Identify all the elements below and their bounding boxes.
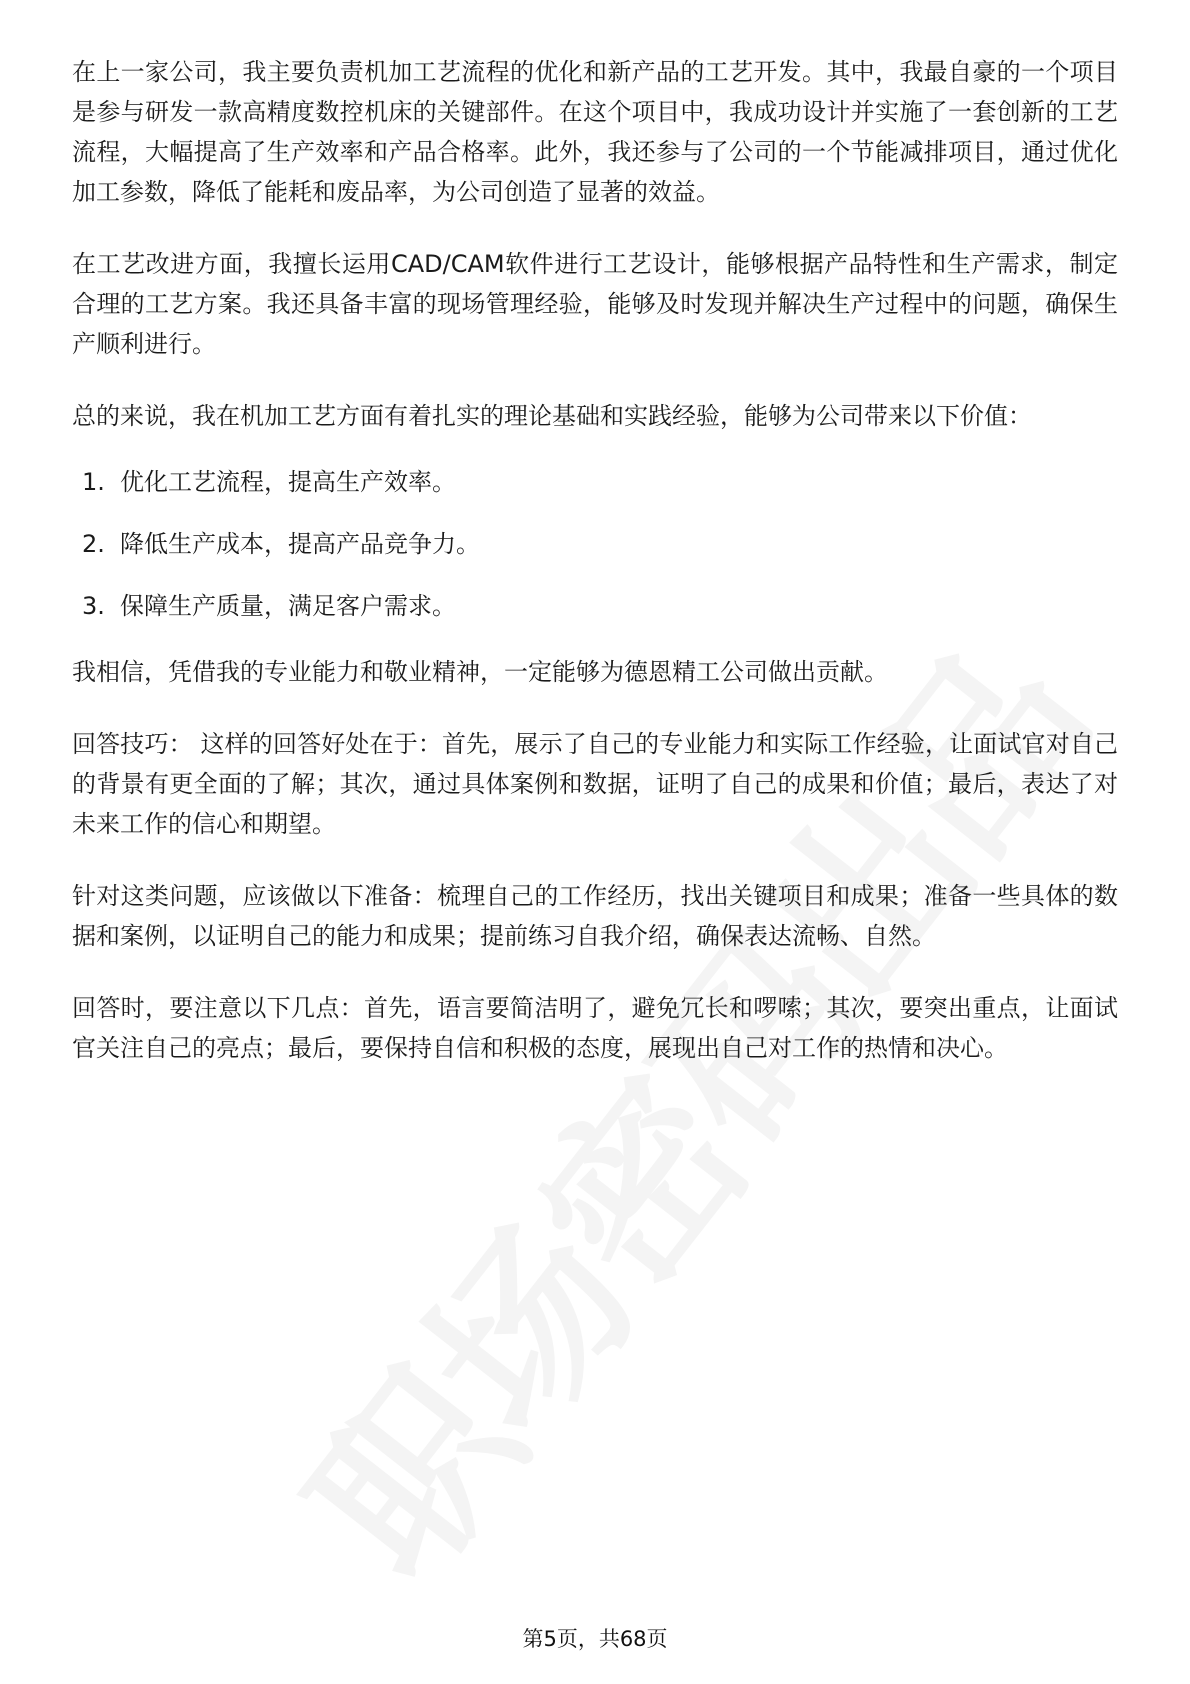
paragraph-preparation: 针对这类问题，应该做以下准备：梳理自己的工作经历，找出关键项目和成果；准备一些具体的数据和案例，以证明自己的能力和成果；提前练习自我介绍，确保表达流畅、自然。 [72,882,1118,950]
page-number: 第5页，共68页 [522,1627,668,1651]
list-item [72,524,1118,564]
paragraph-notes: 回答时，要注意以下几点：首先，语言要简洁明了，避免冗长和啰嗦；其次，要突出重点，让面试官关注自己的亮点；最后，要保持自信和积极的态度，展现出自己对工作的热情和决心。 [72,994,1118,1062]
paragraph-previous-company: 在上一家公司，我主要负责机加工艺流程的优化和新产品的工艺开发。其中，我最自豪的一个项目是参与研发一款高精度数控机床的关键部件。在这个项目中，我成功设计并实施了一套创新的工艺流程，大幅提高了生产效率和产品合格率。此外，我还参与了公司的一个节能减排项目，通过优化加工参数，降低了能耗和废品率，为公司创造了显著的效益。 [72,58,1118,206]
list-item [72,586,1118,626]
paragraph-process-improvement: 在工艺改进方面，我擅长运用CAD/CAM软件进行工艺设计，能够根据产品特性和生产需求，制定合理的工艺方案。我还具备丰富的现场管理经验，能够及时发现并解决生产过程中的问题，确保生产顺利进行。 [72,250,1118,358]
list-item-number: 1. [82,468,105,496]
list-item-text: 保障生产质量，满足客户需求。 [120,592,456,620]
value-list [72,462,1118,626]
list-item-text: 降低生产成本，提高产品竞争力。 [120,530,480,558]
paragraph-belief: 我相信，凭借我的专业能力和敬业精神，一定能够为德恩精工公司做出贡献。 [72,658,888,686]
list-item-number: 2. [82,530,105,558]
list-item-number: 3. [82,592,105,620]
paragraph-summary: 总的来说，我在机加工艺方面有着扎实的理论基础和实践经验，能够为公司带来以下价值： [72,402,1032,430]
paragraph-answer-tips: 回答技巧： 这样的回答好处在于：首先，展示了自己的专业能力和实际工作经验，让面试官对自己的背景有更全面的了解；其次，通过具体案例和数据，证明了自己的成果和价值；最后，表达了对未来工作的信心和期望。 [72,730,1118,838]
list-item-text: 优化工艺流程，提高生产效率。 [120,468,456,496]
document-body [72,52,1118,1100]
list-item [72,462,1118,502]
